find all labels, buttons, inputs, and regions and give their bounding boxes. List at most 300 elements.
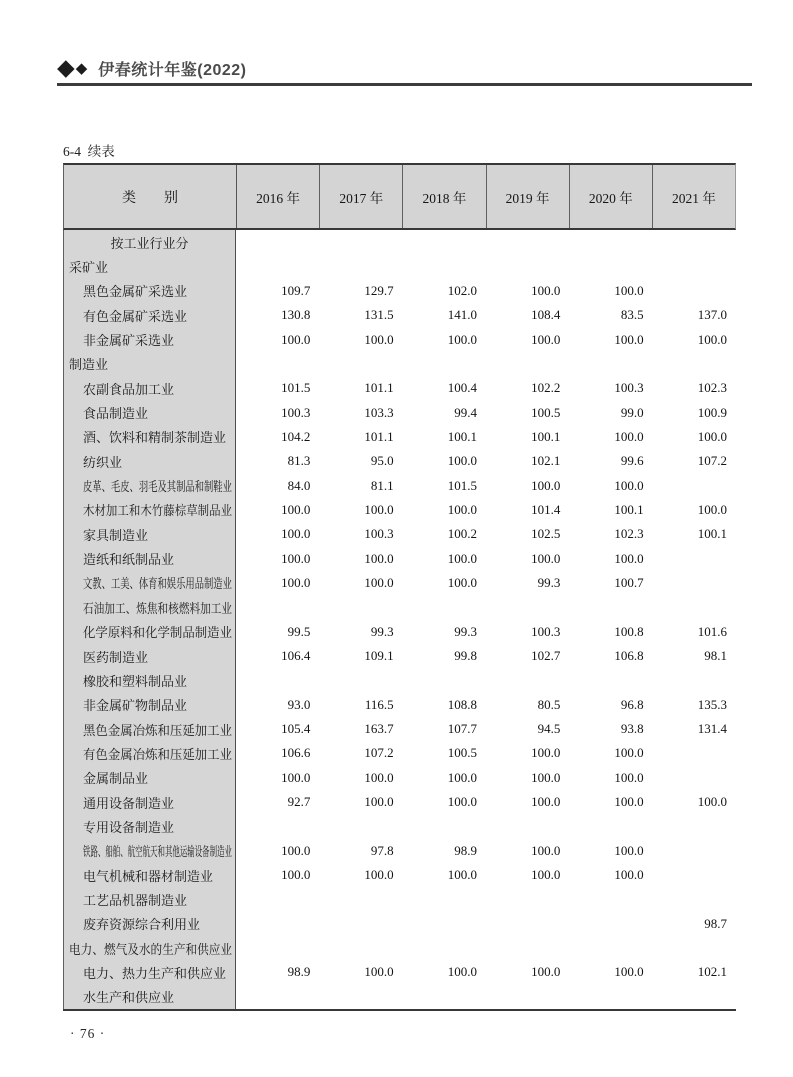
value-cell [319, 936, 402, 960]
category-label: 铁路、船舶、航空航天和其他运输设备制造业 [83, 844, 232, 860]
value-cell: 99.5 [287, 623, 311, 639]
value-cell: 100.0 [447, 574, 477, 590]
value-cell: 100.0 [364, 964, 394, 980]
value-cell: 100.0 [531, 550, 561, 566]
category-label: 造纸和纸制品业 [83, 552, 175, 568]
category-cell [63, 985, 236, 1009]
value-cell: 100.0 [531, 331, 561, 347]
category-label: 黑色金属冶炼和压延加工业 [83, 722, 232, 738]
table-row [63, 230, 736, 254]
category-label: 制造业 [69, 357, 109, 373]
value-cell [236, 352, 319, 376]
value-cell [653, 230, 736, 254]
page-header [57, 54, 247, 82]
value-cell: 100.0 [697, 428, 727, 444]
value-cell [569, 668, 652, 692]
value-cell: 103.3 [364, 404, 394, 420]
value-cell: 100.0 [531, 769, 561, 785]
value-cell: 100.1 [447, 428, 477, 444]
category-cell [63, 912, 236, 936]
value-cell: 100.3 [364, 526, 394, 542]
value-cell: 99.3 [537, 574, 561, 590]
category-cell [63, 425, 236, 449]
value-cell: 100.0 [531, 794, 561, 810]
value-cell: 99.6 [620, 453, 644, 469]
value-cell [486, 595, 569, 619]
value-cell: 101.1 [364, 380, 394, 396]
value-cell [403, 985, 486, 1009]
value-cell: 101.6 [697, 623, 727, 639]
table-row [63, 425, 736, 449]
category-label: 橡胶和塑料制品业 [83, 673, 188, 689]
value-cell: 108.8 [447, 696, 477, 712]
value-cell: 107.7 [447, 721, 477, 737]
value-cell: 98.9 [287, 964, 311, 980]
value-cell: 108.4 [531, 307, 561, 323]
value-cell [236, 936, 319, 960]
table-row [63, 790, 736, 814]
value-cell: 107.2 [697, 453, 727, 469]
category-cell [63, 839, 236, 863]
value-cell [319, 230, 402, 254]
value-cell: 100.0 [364, 550, 394, 566]
column-header-category: 类 别 [64, 165, 237, 228]
category-cell [63, 741, 236, 765]
value-cell [653, 863, 736, 887]
value-cell [319, 887, 402, 911]
value-cell: 84.0 [287, 477, 311, 493]
value-cell: 131.5 [364, 307, 394, 323]
category-cell [63, 279, 236, 303]
category-cell [63, 936, 236, 960]
table-row [63, 863, 736, 887]
value-cell: 99.3 [454, 623, 477, 639]
value-cell: 116.5 [364, 696, 394, 712]
value-cell [319, 352, 402, 376]
value-cell [403, 230, 486, 254]
value-cell: 100.0 [614, 428, 644, 444]
value-cell [236, 595, 319, 619]
category-label: 酒、饮料和精制茶制造业 [83, 430, 227, 446]
value-cell: 100.0 [614, 477, 644, 493]
value-cell: 83.5 [620, 307, 644, 323]
category-cell [63, 693, 236, 717]
value-cell: 94.5 [537, 721, 561, 737]
value-cell [236, 985, 319, 1009]
value-cell: 100.0 [614, 550, 644, 566]
category-cell [63, 668, 236, 692]
value-cell [319, 668, 402, 692]
category-label: 废弃资源综合利用业 [83, 917, 201, 933]
value-cell: 100.0 [281, 867, 311, 883]
value-cell: 98.7 [704, 915, 727, 931]
table-row [63, 473, 736, 497]
value-cell: 98.1 [704, 648, 727, 664]
value-cell: 102.7 [531, 648, 561, 664]
value-cell: 109.1 [364, 648, 394, 664]
value-cell: 100.5 [447, 745, 477, 761]
value-cell: 100.0 [614, 769, 644, 785]
value-cell: 100.0 [697, 331, 727, 347]
value-cell [319, 254, 402, 278]
value-cell: 100.0 [281, 769, 311, 785]
value-cell [653, 668, 736, 692]
value-cell: 105.4 [281, 721, 311, 737]
category-label: 水生产和供应业 [83, 990, 175, 1006]
value-cell: 100.0 [531, 745, 561, 761]
value-cell: 98.9 [454, 842, 477, 858]
value-cell [653, 839, 736, 863]
value-cell: 100.0 [281, 574, 311, 590]
value-cell: 93.0 [287, 696, 311, 712]
value-cell: 100.0 [447, 501, 477, 517]
value-cell [569, 814, 652, 838]
value-cell [236, 814, 319, 838]
value-cell [319, 985, 402, 1009]
value-cell: 102.5 [531, 526, 561, 542]
value-cell [653, 254, 736, 278]
category-label: 食品制造业 [83, 406, 149, 422]
table-row [63, 522, 736, 546]
value-cell [653, 936, 736, 960]
value-cell: 92.7 [287, 794, 311, 810]
value-cell [653, 571, 736, 595]
table-row [63, 376, 736, 400]
value-cell [569, 887, 652, 911]
yearbook-title: 伊春统计年鉴(2022) [98, 61, 247, 79]
value-cell: 100.4 [447, 380, 477, 396]
value-cell [486, 668, 569, 692]
value-cell: 100.5 [531, 404, 561, 420]
category-cell [63, 814, 236, 838]
category-label: 家具制造业 [83, 527, 149, 543]
value-cell [653, 546, 736, 570]
category-label: 电气机械和器材制造业 [83, 868, 214, 884]
value-cell: 102.3 [697, 380, 727, 396]
value-cell: 95.0 [370, 453, 394, 469]
column-header-year: 2018 年 [403, 165, 486, 228]
value-cell: 141.0 [447, 307, 477, 323]
category-cell [63, 717, 236, 741]
value-cell [569, 595, 652, 619]
value-cell: 100.0 [364, 769, 394, 785]
value-cell: 100.1 [531, 428, 561, 444]
value-cell [403, 912, 486, 936]
value-cell: 80.5 [537, 696, 561, 712]
category-label: 文教、工美、体育和娱乐用品制造业 [83, 576, 232, 592]
value-cell [403, 352, 486, 376]
value-cell: 106.6 [281, 745, 311, 761]
value-cell [486, 254, 569, 278]
table-row [63, 327, 736, 351]
value-cell: 100.0 [364, 331, 394, 347]
value-cell: 100.0 [614, 331, 644, 347]
table-row [63, 254, 736, 278]
category-label: 金属制品业 [83, 771, 149, 787]
category-label: 化学原料和化学制品制造业 [83, 625, 232, 641]
value-cell: 100.0 [447, 550, 477, 566]
page-number: · 76 · [70, 1026, 106, 1041]
category-cell [63, 571, 236, 595]
value-cell: 100.0 [281, 526, 311, 542]
value-cell: 81.1 [370, 477, 394, 493]
category-label: 皮革、毛皮、羽毛及其制品和制鞋业 [83, 479, 232, 495]
category-cell [63, 498, 236, 522]
table-row [63, 912, 736, 936]
value-cell: 100.0 [531, 964, 561, 980]
category-cell [63, 254, 236, 278]
category-cell [63, 887, 236, 911]
value-cell [486, 352, 569, 376]
value-cell [486, 887, 569, 911]
value-cell [486, 985, 569, 1009]
category-label: 农副食品加工业 [83, 381, 175, 397]
value-cell [569, 352, 652, 376]
value-cell [653, 887, 736, 911]
value-cell: 101.5 [281, 380, 311, 396]
value-cell: 104.2 [281, 428, 311, 444]
table-row [63, 498, 736, 522]
category-label: 黑色金属矿采选业 [83, 284, 188, 300]
value-cell: 107.2 [364, 745, 394, 761]
value-cell: 100.0 [364, 501, 394, 517]
value-cell: 100.0 [614, 867, 644, 883]
value-cell [569, 254, 652, 278]
value-cell [403, 254, 486, 278]
value-cell: 99.0 [620, 404, 644, 420]
value-cell [653, 352, 736, 376]
value-cell [319, 814, 402, 838]
value-cell: 100.0 [364, 867, 394, 883]
table-row [63, 668, 736, 692]
value-cell: 101.4 [531, 501, 561, 517]
value-cell: 100.0 [614, 964, 644, 980]
value-cell: 100.9 [697, 404, 727, 420]
category-cell [63, 522, 236, 546]
value-cell: 100.0 [364, 794, 394, 810]
value-cell [653, 814, 736, 838]
value-cell: 100.3 [281, 404, 311, 420]
category-label: 石油加工、炼焦和核燃料加工业 [83, 600, 233, 616]
value-cell: 97.8 [370, 842, 394, 858]
table-row [63, 400, 736, 424]
value-cell: 100.0 [447, 331, 477, 347]
value-cell [486, 814, 569, 838]
value-cell [403, 668, 486, 692]
category-label: 工艺品机器制造业 [83, 892, 188, 908]
value-cell: 130.8 [281, 307, 311, 323]
value-cell [569, 912, 652, 936]
value-cell: 100.1 [614, 501, 644, 517]
value-cell: 129.7 [364, 282, 394, 298]
category-cell [63, 644, 236, 668]
value-cell: 100.0 [281, 331, 311, 347]
category-cell [63, 327, 236, 351]
value-cell [653, 766, 736, 790]
category-cell [63, 400, 236, 424]
value-cell: 81.3 [287, 453, 311, 469]
table-row [63, 620, 736, 644]
category-label: 按工业行业分 [110, 235, 189, 251]
table-row [63, 741, 736, 765]
value-cell: 99.3 [370, 623, 394, 639]
value-cell [319, 595, 402, 619]
value-cell [653, 595, 736, 619]
value-cell: 100.0 [614, 794, 644, 810]
table-row [63, 717, 736, 741]
category-cell [63, 620, 236, 644]
value-cell: 100.0 [614, 745, 644, 761]
value-cell: 102.1 [697, 964, 727, 980]
table-row [63, 839, 736, 863]
category-cell [63, 595, 236, 619]
value-cell [319, 912, 402, 936]
category-cell [63, 960, 236, 984]
value-cell [569, 230, 652, 254]
value-cell: 131.4 [697, 721, 727, 737]
category-label: 电力、热力生产和供应业 [83, 965, 227, 981]
header-rule [57, 83, 752, 86]
value-cell: 99.4 [454, 404, 477, 420]
value-cell: 100.2 [447, 526, 477, 542]
category-cell [63, 352, 236, 376]
table-row [63, 571, 736, 595]
category-cell [63, 473, 236, 497]
value-cell [486, 936, 569, 960]
value-cell: 163.7 [364, 721, 394, 737]
value-cell: 100.1 [697, 526, 727, 542]
category-cell [63, 449, 236, 473]
category-label: 非金属矿物制品业 [83, 698, 188, 714]
category-cell [63, 790, 236, 814]
value-cell: 101.5 [447, 477, 477, 493]
value-cell: 96.8 [620, 696, 644, 712]
value-cell: 100.0 [447, 769, 477, 785]
value-cell: 102.3 [614, 526, 644, 542]
diamond-icon: ◆ [57, 54, 75, 81]
category-label: 有色金属矿采选业 [83, 308, 188, 324]
value-cell: 100.0 [614, 282, 644, 298]
value-cell: 100.3 [614, 380, 644, 396]
category-cell [63, 546, 236, 570]
table-row [63, 814, 736, 838]
table-caption: 6-4 续表 [63, 144, 115, 159]
category-label: 木材加工和木竹藤棕草制品业 [83, 503, 233, 519]
value-cell [653, 741, 736, 765]
value-cell: 100.7 [614, 574, 644, 590]
column-header-year: 2021 年 [672, 190, 716, 206]
table-row [63, 644, 736, 668]
table-row [63, 887, 736, 911]
table-row [63, 352, 736, 376]
value-cell: 101.1 [364, 428, 394, 444]
column-header-year: 2020 年 [570, 165, 653, 228]
value-cell: 100.0 [364, 574, 394, 590]
value-cell [403, 814, 486, 838]
table-row [63, 449, 736, 473]
category-cell [63, 376, 236, 400]
value-cell [236, 668, 319, 692]
value-cell: 93.8 [620, 721, 644, 737]
table-row [63, 985, 736, 1009]
category-label: 有色金属冶炼和压延加工业 [83, 746, 232, 762]
value-cell [486, 912, 569, 936]
value-cell: 102.1 [531, 453, 561, 469]
value-cell: 100.0 [447, 867, 477, 883]
value-cell: 102.2 [531, 380, 561, 396]
value-cell: 100.0 [281, 550, 311, 566]
value-cell [403, 595, 486, 619]
category-label: 采矿业 [69, 260, 109, 276]
table-row [63, 595, 736, 619]
column-header-year: 2017 年 [320, 165, 403, 228]
value-cell: 102.0 [447, 282, 477, 298]
table-row [63, 279, 736, 303]
value-cell: 100.0 [447, 964, 477, 980]
table-row [63, 693, 736, 717]
table-body [63, 230, 736, 1011]
value-cell [653, 985, 736, 1009]
category-label: 纺织业 [83, 454, 123, 470]
value-cell: 100.0 [531, 842, 561, 858]
value-cell [653, 279, 736, 303]
category-cell [63, 766, 236, 790]
table-row [63, 766, 736, 790]
value-cell [403, 887, 486, 911]
value-cell [486, 230, 569, 254]
value-cell: 99.8 [454, 648, 477, 664]
table-row [63, 303, 736, 327]
category-label: 通用设备制造业 [83, 795, 175, 811]
value-cell: 106.4 [281, 648, 311, 664]
value-cell: 100.8 [614, 623, 644, 639]
table-header-row [63, 163, 736, 230]
diamond-icon: ◆ [75, 58, 88, 77]
value-cell [236, 254, 319, 278]
value-cell: 100.0 [531, 867, 561, 883]
value-cell: 106.8 [614, 648, 644, 664]
value-cell: 109.7 [281, 282, 311, 298]
value-cell [236, 230, 319, 254]
value-cell [403, 936, 486, 960]
category-cell [63, 303, 236, 327]
value-cell: 100.0 [447, 453, 477, 469]
table-row [63, 960, 736, 984]
data-table [63, 163, 736, 1011]
category-label: 专用设备制造业 [83, 819, 175, 835]
value-cell [236, 887, 319, 911]
value-cell [236, 912, 319, 936]
category-label: 非金属矿采选业 [83, 333, 175, 349]
table-row [63, 546, 736, 570]
column-header-year: 2016 年 [237, 165, 320, 228]
category-cell [63, 230, 236, 254]
value-cell: 100.0 [281, 501, 311, 517]
value-cell: 135.3 [697, 696, 727, 712]
value-cell: 100.0 [697, 794, 727, 810]
value-cell [569, 936, 652, 960]
value-cell [569, 985, 652, 1009]
value-cell: 137.0 [697, 307, 727, 323]
table-row [63, 936, 736, 960]
category-label: 医药制造业 [83, 649, 149, 665]
value-cell [653, 473, 736, 497]
value-cell: 100.3 [531, 623, 561, 639]
value-cell: 100.0 [281, 842, 311, 858]
value-cell: 100.0 [447, 794, 477, 810]
value-cell: 100.0 [614, 842, 644, 858]
value-cell: 100.0 [697, 501, 727, 517]
